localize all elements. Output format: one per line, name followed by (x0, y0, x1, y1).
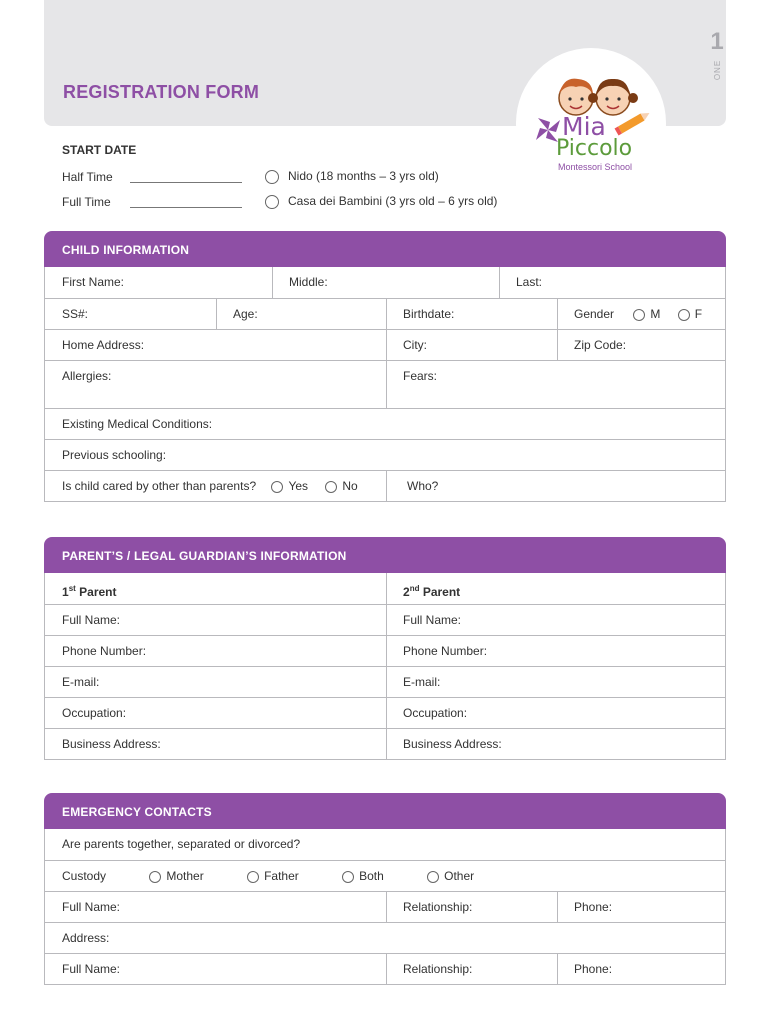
contact1-address-row (45, 922, 725, 953)
full-time-field[interactable] (130, 207, 242, 208)
emergency-table (44, 829, 726, 985)
parent1-email-field[interactable]: E-mail: (62, 675, 100, 689)
contact2-relationship-field[interactable]: Relationship: (386, 954, 557, 984)
contact2-row (45, 953, 725, 984)
cared-no-label: No (342, 479, 358, 493)
second-parent-word: Parent (422, 585, 461, 599)
zip-code-field[interactable]: Zip Code: (557, 330, 727, 360)
nido-radio[interactable] (265, 170, 279, 184)
ssn-field[interactable]: SS#: (62, 307, 89, 321)
page-number: 1 (710, 28, 724, 55)
parent-email-row (45, 666, 725, 697)
age-field[interactable]: Age: (216, 299, 386, 329)
gender-field (557, 299, 727, 329)
child-name-row (45, 267, 725, 298)
city-field[interactable]: City: (386, 330, 557, 360)
first-parent-num: 1 (62, 585, 69, 599)
parent-name-row (45, 604, 725, 635)
parent1-occupation-field[interactable]: Occupation: (62, 706, 127, 720)
cared-no-radio[interactable] (325, 481, 337, 493)
parent2-business-address-field[interactable]: Business Address: (386, 729, 727, 759)
home-address-field[interactable]: Home Address: (62, 338, 145, 352)
gender-label: Gender (574, 307, 615, 321)
full-time-label: Full Time (62, 195, 111, 209)
contact1-relationship-field[interactable]: Relationship: (386, 892, 557, 922)
schooling-row (45, 439, 725, 470)
logo-text-piccolo: Piccolo (556, 136, 633, 161)
custody-mother-radio[interactable] (149, 871, 161, 883)
second-parent-num: 2 (403, 585, 410, 599)
cared-yes-radio[interactable] (271, 481, 283, 493)
custody-other-label: Other (444, 869, 475, 883)
second-parent-header (386, 573, 727, 604)
fears-field[interactable]: Fears: (386, 361, 727, 408)
contact1-address-field[interactable]: Address: (62, 931, 110, 945)
custody-mother-label: Mother (166, 869, 204, 883)
parent2-occupation-field[interactable]: Occupation: (386, 698, 727, 728)
gender-f-radio[interactable] (678, 309, 690, 321)
page-word: ONE (713, 59, 722, 81)
parent2-full-name-field[interactable]: Full Name: (386, 605, 727, 635)
custody-both-radio[interactable] (342, 871, 354, 883)
first-parent-word: Parent (79, 585, 117, 599)
contact1-phone-field[interactable]: Phone: (557, 892, 727, 922)
emergency-section (44, 793, 726, 985)
cared-by-others-field (45, 471, 386, 501)
contact1-full-name-field[interactable]: Full Name: (62, 900, 121, 914)
full-time-row (62, 195, 111, 209)
child-information-heading: CHILD INFORMATION (44, 231, 726, 267)
half-time-field[interactable] (130, 182, 242, 183)
child-allergies-row (45, 360, 725, 408)
child-information-section (44, 231, 726, 502)
child-information-table (44, 267, 726, 502)
child-address-row (45, 329, 725, 360)
last-name-field[interactable]: Last: (499, 267, 727, 298)
half-time-label: Half Time (62, 170, 113, 184)
first-parent-sup: st (68, 584, 76, 593)
medical-conditions-field[interactable]: Existing Medical Conditions: (62, 417, 213, 431)
custody-field (45, 861, 727, 891)
emergency-heading: EMERGENCY CONTACTS (44, 793, 726, 829)
parents-section (44, 537, 726, 760)
custody-father-label: Father (264, 869, 299, 883)
logo-text-mia: Mia (562, 112, 606, 141)
parent1-phone-field[interactable]: Phone Number: (62, 644, 147, 658)
parents-status-row (45, 829, 725, 860)
medical-row (45, 408, 725, 439)
parent-business-row (45, 728, 725, 759)
gender-m-label: M (650, 307, 661, 321)
parent1-business-address-field[interactable]: Business Address: (62, 737, 161, 751)
program-option-casa (265, 194, 497, 209)
parents-header-row (45, 573, 725, 604)
first-name-field[interactable]: First Name: (62, 275, 125, 289)
start-date-label: START DATE (62, 143, 137, 157)
child-id-row (45, 298, 725, 329)
parent-phone-row (45, 635, 725, 666)
custody-row (45, 860, 725, 891)
allergies-field[interactable]: Allergies: (62, 369, 112, 383)
parents-heading: PARENT’S / LEGAL GUARDIAN’S INFORMATION (44, 537, 726, 573)
care-row (45, 470, 725, 501)
custody-other-radio[interactable] (427, 871, 439, 883)
parent2-email-field[interactable]: E-mail: (386, 667, 727, 697)
custody-both-label: Both (359, 869, 384, 883)
cared-yes-label: Yes (288, 479, 309, 493)
birthdate-field[interactable]: Birthdate: (386, 299, 557, 329)
school-logo (516, 48, 666, 184)
parents-table (44, 573, 726, 760)
parent-occupation-row (45, 697, 725, 728)
middle-name-field[interactable]: Middle: (272, 267, 499, 298)
nido-label: Nido (18 months – 3 yrs old) (288, 169, 439, 183)
casa-label: Casa dei Bambini (3 yrs old – 6 yrs old) (288, 194, 498, 208)
parent1-full-name-field[interactable]: Full Name: (62, 613, 121, 627)
previous-schooling-field[interactable]: Previous schooling: (62, 448, 167, 462)
page-title: REGISTRATION FORM (63, 82, 260, 102)
gender-f-label: F (694, 307, 703, 321)
contact2-phone-field[interactable]: Phone: (557, 954, 727, 984)
custody-label: Custody (62, 869, 107, 883)
custody-father-radio[interactable] (247, 871, 259, 883)
contact2-full-name-field[interactable]: Full Name: (62, 962, 121, 976)
gender-m-radio[interactable] (633, 309, 645, 321)
logo-text-subtitle: Montessori School (558, 162, 633, 172)
cared-by-others-label: Is child cared by other than parents? (62, 479, 257, 493)
who-field[interactable]: Who? (386, 471, 727, 501)
second-parent-sup: nd (409, 584, 420, 593)
half-time-row (62, 170, 113, 184)
contact1-row (45, 891, 725, 922)
parents-status-field[interactable]: Are parents together, separated or divorced? (62, 837, 301, 851)
first-parent-header (45, 573, 386, 604)
casa-radio[interactable] (265, 195, 279, 209)
parent2-phone-field[interactable]: Phone Number: (386, 636, 727, 666)
program-option-nido (265, 169, 439, 184)
